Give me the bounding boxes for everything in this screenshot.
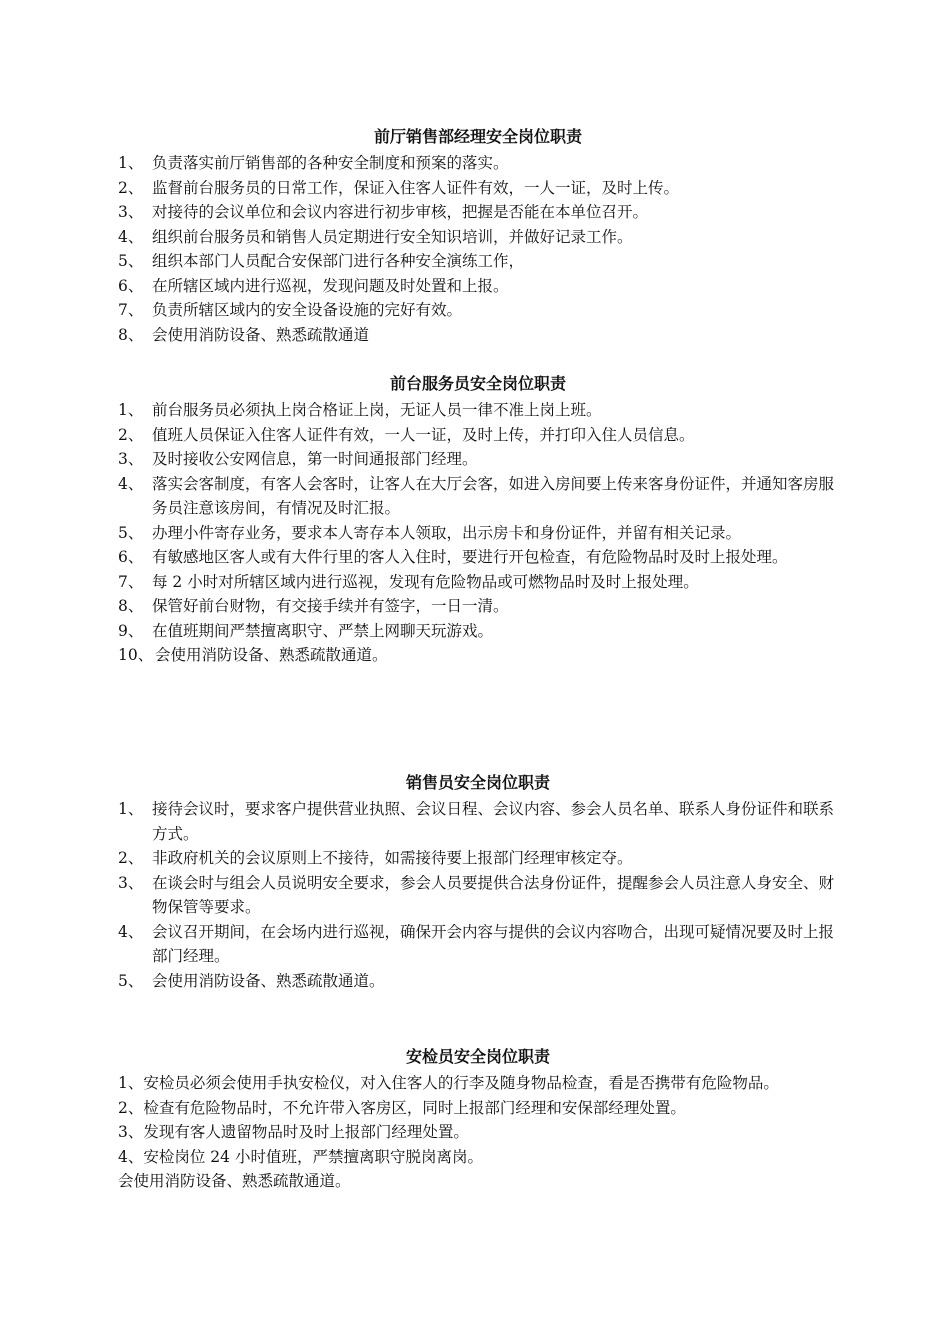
list-item [118, 249, 838, 274]
list-item [118, 969, 838, 994]
paragraph-line: 4、安检岗位 24 小时值班，严禁擅离职守脱岗离岗。 [118, 1147, 483, 1166]
item-number: 2、 [118, 425, 144, 444]
list-item [118, 298, 838, 323]
list-item [118, 871, 838, 920]
list-item [118, 151, 838, 176]
item-number: 3、 [118, 873, 144, 892]
paragraph-line: 2、检查有危险物品时，不允许带入客房区，同时上报部门经理和安保部经理处置。 [118, 1098, 686, 1117]
paragraph-line: 1、安检员必须会使用手执安检仪，对入住客人的行李及随身物品检查，看是否携带有危险物品。 [118, 1074, 779, 1092]
item-text: 会使用消防设备、熟悉疏散通道 [152, 325, 370, 344]
list-item [118, 545, 838, 570]
section-title: 前厅销售部经理安全岗位职责 [373, 127, 582, 146]
section-title: 前台服务员安全岗位职责 [389, 374, 566, 393]
item-number: 6、 [118, 276, 144, 295]
item-number: 3、 [118, 450, 144, 468]
list-item [118, 176, 838, 201]
list-item [118, 594, 838, 619]
list-item [118, 472, 838, 521]
item-text: 监督前台服务员的日常工作，保证入住客人证件有效，一人一证，及时上传。 [152, 178, 680, 197]
item-number: 4、 [118, 227, 144, 246]
list-item [118, 423, 838, 448]
item-number: 4、 [118, 474, 144, 493]
item-number: 2、 [118, 178, 144, 197]
item-text: 负责落实前厅销售部的各种安全制度和预案的落实。 [152, 154, 509, 172]
item-text: 组织本部门人员配合安保部门进行各种安全演练工作， [152, 252, 525, 270]
item-number: 1、 [118, 800, 144, 818]
section-title: 销售员安全岗位职责 [405, 773, 550, 792]
list-item [118, 643, 838, 668]
item-number: 1、 [118, 154, 144, 172]
item-text: 值班人员保证入住客人证件有效，一人一证，及时上传，并打印入住人员信息。 [152, 425, 695, 444]
item-text: 非政府机关的会议原则上不接待，如需接待要上报部门经理审核定夺。 [152, 849, 633, 867]
list-item [118, 200, 838, 225]
list-item [118, 521, 838, 546]
item-number: 10、 [118, 646, 154, 664]
item-number: 5、 [118, 971, 144, 990]
item-text: 会使用消防设备、熟悉疏散通道。 [152, 971, 385, 990]
list-item [118, 846, 838, 871]
item-text: 接待会议时，要求客户提供营业执照、会议日程、会议内容、参会人员名单、联系人身份证件和联系方式。 [152, 800, 835, 843]
list-item [118, 225, 838, 250]
section-sales-staff [118, 773, 838, 993]
item-text: 保管好前台财物，有交接手续并有签字，一日一清。 [152, 597, 509, 615]
paragraph-line: 3、发现有客人遗留物品时及时上报部门经理处置。 [118, 1123, 469, 1141]
item-number: 9、 [118, 621, 144, 640]
list-item [118, 570, 838, 595]
item-number: 3、 [118, 203, 144, 221]
list-item [118, 398, 838, 423]
list-item [118, 797, 838, 846]
item-text: 有敏感地区客人或有大件行里的客人入住时，要进行开包检查，有危险物品时及时上报处理。 [152, 548, 788, 566]
item-text: 会使用消防设备、熟悉疏散通道。 [155, 646, 388, 664]
list-item [118, 274, 838, 299]
item-number: 8、 [118, 325, 144, 344]
item-text: 在值班期间严禁擅离职守、严禁上网聊天玩游戏。 [152, 621, 494, 640]
item-text: 会议召开期间，在会场内进行巡视，确保开会内容与提供的会议内容吻合，出现可疑情况要及时上报部门经理。 [152, 922, 835, 965]
section-title: 安检员安全岗位职责 [405, 1047, 550, 1066]
list-item [118, 920, 838, 969]
item-number: 5、 [118, 252, 144, 270]
item-number: 7、 [118, 301, 144, 319]
item-text: 前台服务员必须执上岗合格证上岗，无证人员一律不准上岗上班。 [152, 401, 602, 419]
list-item [118, 323, 838, 348]
list-item [118, 619, 838, 644]
item-text: 落实会客制度，有客人会客时，让客人在大厅会客，如进入房间要上传来客身份证件，并通知客房服务员注意该房间，有情况及时汇报。 [152, 474, 835, 517]
section-front-desk-staff [118, 374, 838, 668]
item-number: 6、 [118, 548, 144, 566]
item-number: 5、 [118, 523, 144, 542]
item-number: 2、 [118, 849, 144, 867]
item-text: 组织前台服务员和销售人员定期进行安全知识培训，并做好记录工作。 [152, 227, 633, 246]
list-item [118, 447, 838, 472]
item-number: 4、 [118, 922, 144, 941]
paragraph-line: 会使用消防设备、熟悉疏散通道。 [118, 1172, 351, 1190]
item-number: 8、 [118, 597, 144, 615]
item-text: 每 2 小时对所辖区域内进行巡视，发现有危险物品或可燃物品时及时上报处理。 [152, 572, 699, 591]
item-text: 在所辖区域内进行巡视，发现问题及时处置和上报。 [152, 276, 509, 295]
section-front-office-manager [118, 127, 838, 347]
item-text: 及时接收公安网信息，第一时间通报部门经理。 [152, 450, 478, 468]
item-text: 对接待的会议单位和会议内容进行初步审核，把握是否能在本单位召开。 [152, 203, 649, 221]
item-text: 在谈会时与组会人员说明安全要求，参会人员要提供合法身份证件，提醒参会人员注意人身安全、财物保管等要求。 [152, 873, 835, 916]
item-number: 1、 [118, 401, 144, 419]
section-security-inspector [118, 1047, 838, 1194]
item-text: 负责所辖区域内的安全设备设施的完好有效。 [152, 301, 463, 319]
item-text: 办理小件寄存业务，要求本人寄存本人领取，出示房卡和身份证件，并留有相关记录。 [152, 523, 742, 542]
item-number: 7、 [118, 572, 144, 591]
